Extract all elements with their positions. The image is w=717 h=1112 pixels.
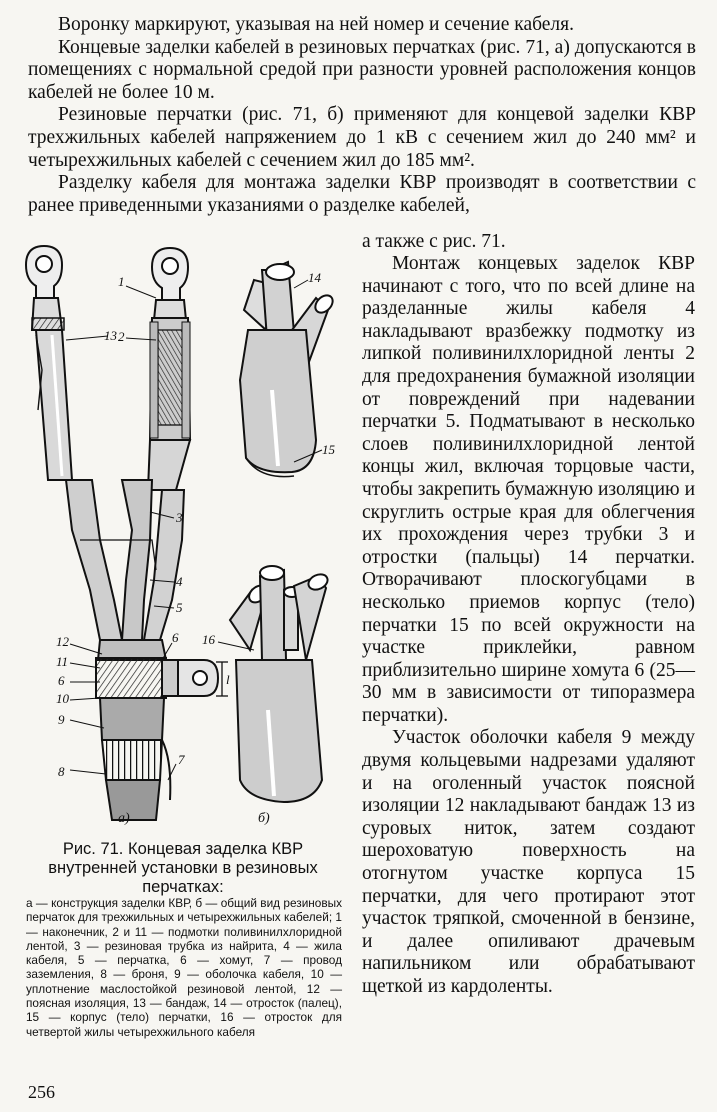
- label-6-right: 6: [172, 630, 179, 645]
- label-13-top: 13: [104, 328, 117, 343]
- figure-legend: а — конструкция заделки КВР, б — общий вид резиновых перчаток для трехжильных и четырехжильных кабелей; 1 — наконечник, 2 и 11 — подмотки поливинилхлоридной лентой, 3 — резиновая трубка из найрита, 4 — жила кабеля, 5 — перчатка, 6 — хомут, 7 — провод заземления, 8 — броня, 9 — оболочка кабеля, 10 — уплотнение маслостойкой резиновой лентой, 12 — поясная изоляция, 13 — бандаж, 14 — отросток (палец), 15 — корпус (тело) перчатки, 16 — отросток для четвертой жилы четырехжильного кабеля: [26, 896, 342, 1039]
- label-8: 8: [58, 764, 65, 779]
- paragraph-funnel-marking: Воронку маркируют, указывая на ней номер и сечение кабеля.: [58, 14, 574, 35]
- label-16: 16: [202, 632, 215, 647]
- label-6-left: 6: [58, 673, 65, 688]
- middle-cable-core-lug: [148, 248, 190, 490]
- label-14: 14: [308, 270, 321, 285]
- label-9: 9: [58, 712, 65, 727]
- left-cable-core-lug: [26, 246, 72, 480]
- figure-drawing: [22, 240, 344, 830]
- label-15: 15: [322, 442, 335, 457]
- label-7: 7: [178, 752, 185, 767]
- label-11: 11: [56, 654, 69, 669]
- paragraph-sheath-removal: Участок оболочки кабеля 9 между двумя кольцевыми надрезами удаляют и на оголенный участок поясной изоляции 12 накладывают бандаж 13 из суровых ниток, затем создают шероховатую поверхность на отогнутом участке корпуса 15 перчатки, для чего протирают этот участок тряпкой, смоченной в бензине, и далее опиливают драчевым напильником или обрабатывают щеткой из кардоленты.: [362, 727, 695, 997]
- paragraph-cutting: Разделку кабеля для монтажа заделки КВР производят в соответствии с ранее приведенными указаниями о разделке кабелей,: [28, 172, 696, 216]
- label-12: 12: [56, 634, 69, 649]
- paragraph-glove-application: Резиновые перчатки (рис. 71, б) применяют для концевой заделки КВР трехжильных кабелей напряжением до 1 кВ с сечением жил до 240 мм² и четырехжильных кабелей с сечением жил до 185 мм².: [28, 104, 696, 171]
- sublabel-b: б): [258, 811, 270, 826]
- right-column-text: [362, 253, 695, 999]
- label-dimension: l: [226, 672, 230, 687]
- label-1: 1: [118, 274, 125, 289]
- page-number: 256: [28, 1082, 55, 1102]
- label-10: 10: [56, 691, 69, 706]
- figure-caption-title: Рис. 71. Концевая заделка КВР внутренней установки в резиновых перчатках:: [48, 840, 318, 896]
- paragraph-glove-usage: Концевые заделки кабелей в резиновых перчатках (рис. 71, а) допускаются в помещениях с нормальной средой при разности уровней расположения концов кабелей не более 10 м.: [28, 36, 696, 103]
- paragraph-installation: Монтаж концевых заделок КВР начинают с того, что по всей длине на разделанные жилы кабеля 4 накладывают вразбежку подмотку из липкой поливинилхлоридной ленты 2 для предохранения бумажной изоляции от повреждений при надевании перчатки 5. Подматывают в несколько слоев поливинилхлоридной лентой концы жил, включая торцовые части, чтобы закрепить бумажную изоляцию и скруглить острые края для облегчения их прохождения через трубки 3 и отростки (пальцы) 14 перчатки. Отворачивают плоскогубцами в несколько приемов корпус (тело) перчатки 15 по всей окружности на участке приклейки, равном приблизительно ширине хомута 6 (25—30 мм в зависимости от типоразмера перчатки).: [362, 253, 695, 726]
- label-5: 5: [176, 600, 183, 615]
- label-2: 2: [118, 329, 125, 344]
- label-4: 4: [176, 574, 183, 589]
- figure-71: [22, 240, 344, 830]
- label-3: 3: [176, 510, 183, 525]
- glove-four-fingers: [230, 566, 330, 802]
- paragraph-cutting-end: а также с рис. 71.: [362, 231, 506, 252]
- sublabel-a: а): [118, 811, 130, 826]
- top-text-block: [28, 14, 696, 217]
